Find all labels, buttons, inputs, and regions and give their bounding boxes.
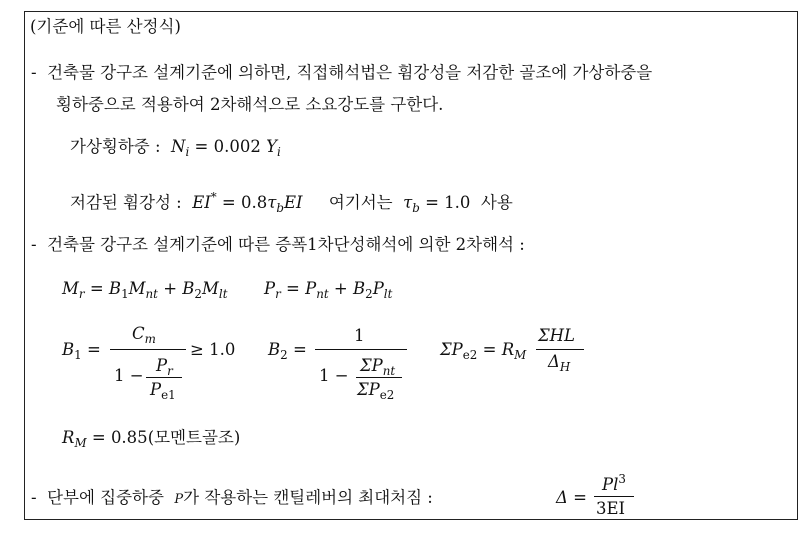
bullet-dash: - xyxy=(31,488,37,507)
bullet-cantilever-deflection: - 단부에 집중하중 P가 작용하는 캔틸레버의 최대처짐 : xyxy=(31,488,433,507)
rm-equation: $R_M = 0.85$(모멘트골조) xyxy=(62,428,241,451)
axial-equation: $P_r = P_{nt} + B_2P_{lt}$ xyxy=(264,279,393,302)
moment-equation: $M_r = B_1M_{nt} + B_2M_{lt}$ xyxy=(62,279,228,302)
notional-load-equation: 가상횡하중 : $N_i = 0.002$ $Y_i$ xyxy=(70,137,281,160)
b2-equation: $B_2$ = 1 1 − $\Sigma P_{nt}$ $\Sigma P_{e2}$ xyxy=(268,322,418,402)
section-heading: (기준에 따른 산정식) xyxy=(30,17,181,36)
deflection-equation: Δ = $Pl^3$ 3EI xyxy=(556,472,646,522)
pe2-equation: $\Sigma P_{e2} = R_M$ ΣHL $\Delta_H$ xyxy=(440,322,600,382)
bullet-dash: - xyxy=(31,235,37,254)
bullet-direct-analysis-line2: 횡하중으로 적용하여 2차해석으로 소요강도를 구한다. xyxy=(56,95,444,114)
bullet-dash: - xyxy=(31,63,37,82)
reduced-stiffness-equation: 저감된 휨강성 : $EI^* = 0.8\tau_bEI$ 여기서는 $\tau_b = 1.0$ 사용 xyxy=(70,190,513,216)
bullet-amplified-analysis: - 건축물 강구조 설계기준에 따른 증폭1차단성해석에 의한 2차해석 : xyxy=(31,235,525,254)
b1-equation: $B_1$ = $C_m$ 1 − $P_r$ $P_{e1}$ ≥ 1.0 xyxy=(62,324,236,403)
bullet-direct-analysis-line1: - 건축물 강구조 설계기준에 의하면, 직접해석법은 휨강성을 저감한 골조에 가상하중을 xyxy=(31,63,653,82)
